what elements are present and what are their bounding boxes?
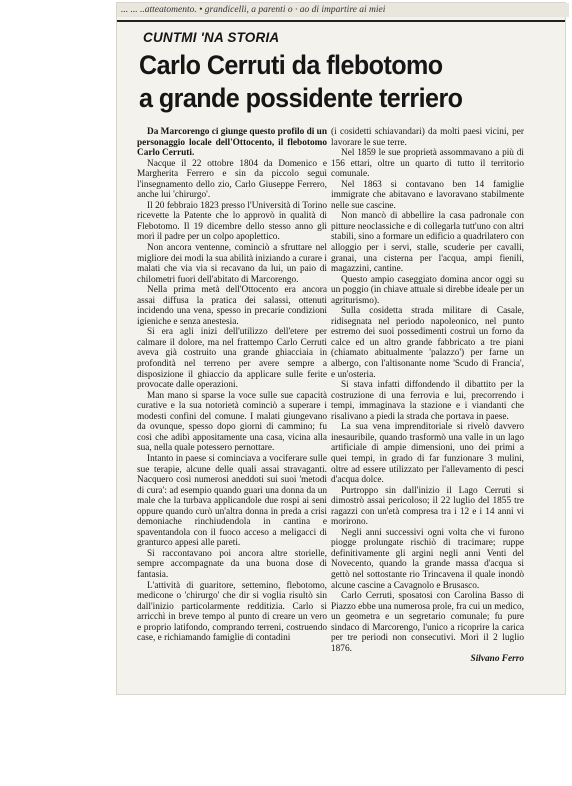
paragraph: L'attività di guaritore, settemino, flebotomo, medicone o 'chirurgo' che dir si voglia risultò sin dall'inizio particolarmente redditizia. Carlo si arricchì in breve tempo al punto di creare un vero e proprio latifondo, comprando terreni, costruendo case, e richiamando famiglie di contadini xyxy=(137,580,327,644)
paragraph: Nel 1863 si contavano ben 14 famiglie immigrate che abitavano e lavoravano stabilmente nelle sue cascine. xyxy=(331,179,524,211)
paragraph: Intanto in paese si cominciava a vociferare sulle sue terapie, alcune delle quali assai stravaganti. Nacquero così numerosi aneddoti sui suoi 'metodi di cura': ad esempio quando guarì una donna da un male che la turbava applicandole due rospi ai seni oppure quando curò un'altra donna in preda a crisi demoniache rinchiudendola in cantina e spaventandola con il fuoco acceso a meligacci di granturco appesi alle pareti. xyxy=(137,453,327,549)
paragraph: Nel 1859 le sue proprietà assommavano a più di 156 ettari, oltre un quarto di tutto il territorio comunale. xyxy=(331,148,524,180)
paragraph: Sulla cosidetta strada militare di Casale, ridisegnata nel periodo napoleonico, nel punto estremo dei suoi possedimenti costruì un forno da calce ed un altro grande fabbricato a tre piani (chiamato abitualmente 'palazzo') per farne un albergo, con l'altisonante nome 'Scudo di Francia', e un'osteria. xyxy=(331,306,524,380)
paragraph: La sua vena imprenditoriale si rivelò davvero inesauribile, quando trasformò una valle in un lago artificiale di ampie dimensioni, uno dei primi a quei tempi, in grado di far funzionare 3 mulini, oltre ad essere utilizzato per l'allevamento di pesci d'acqua dolce. xyxy=(331,422,524,486)
paragraph: Questo ampio caseggiato domina ancor oggi su un poggio (in chiave attuale si direbbe ideale per un agriturismo). xyxy=(331,274,524,306)
top-rule xyxy=(117,20,565,22)
headline-line-2: a grande possidente terriero xyxy=(139,83,463,113)
article-column-left xyxy=(137,127,327,644)
article-headline xyxy=(139,49,530,115)
paragraph: Non ancora ventenne, cominciò a sfruttare nel migliore dei modi la sua abilità iniziando a curare i malati che via via si recavano da lui, un paio di chilometri fuori dell'abitato di Marcorengo. xyxy=(137,243,327,285)
section-kicker: CUNTMI 'NA STORIA xyxy=(143,30,280,45)
paragraph: Negli anni successivi ogni volta che vi furono piogge prolungate rischiò di tracimare; ruppe definitivamente gli argini negli anni Venti del Novecento, quando la grande massa d'acqua si gettò nel sottostante rio Trincavena il quale inondò alcune cascine a Cavagnolo e Brusasco. xyxy=(331,527,524,591)
newspaper-clipping xyxy=(117,3,565,694)
paragraph: Purtroppo sin dall'inizio il Lago Cerruti si dimostrò assai pericoloso; il 22 luglio del 1855 tre ragazzi con un'età compresa tra i 12 e i 14 anni vi morirono. xyxy=(331,485,524,528)
paragraph: Si stava infatti diffondendo il dibattito per la costruzione di una ferrovia e lui, precorrendo i tempi, immaginava la stazione e i viandanti che risalivano a piedi la strada che portava in paese. xyxy=(331,380,524,422)
author-signature: Silvano Ferro xyxy=(470,654,524,665)
paragraph: Carlo Cerruti, sposatosi con Carolina Basso di Piazzo ebbe una numerosa prole, fra cui un medico, un geometra e un segretario comunale; fu pure sindaco di Marcorengo, l'unico a ricoprire la carica per tre periodi non consecutivi. Morì il 2 luglio 1876. xyxy=(331,591,524,654)
paragraph: (i cosidetti schiavandari) da molti paesi vicini, per lavorare le sue terre. xyxy=(331,127,524,148)
paragraph: Si era agli inizi dell'utilizzo dell'etere per calmare il dolore, ma nel frattempo Carlo Cerruti aveva già costruito una grande ghiacciaia in profondità nel terreno per avere sempre a disposizione il ghiaccio da applicare sulle ferite provocate dalle operazioni. xyxy=(137,327,327,391)
paragraph: Il 20 febbraio 1823 presso l'Università di Torino ricevette la Patente che lo approvò in qualità di Flebotomo. Il 19 dicembre dello stesso anno gli morì il padre per un colpo apoplettico. xyxy=(137,200,327,243)
article-column-right xyxy=(331,127,524,665)
paragraph: Man mano si sparse la voce sulle sue capacità curative e la sua notorietà cominciò a superare i modesti confini del comune. I malati giungevano da ovunque, spesso dopo giorni di cammino; fu così che adibì appositamente una casa, vicina alla sua, nella quale potessero pernottare. xyxy=(137,390,327,454)
article-lead: Da Marcorengo ci giunge questo profilo di un personaggio locale dell'Ottocento, il flebotomo Carlo Cerruti. xyxy=(137,127,328,159)
paragraph: Non mancò di abbellire la casa padronale con pitture neoclassiche e di collegarla tutt'uno con altri stabili, sino a formare un edificio a quadrilatero con alloggio per i servi, stalle, scuderie per cavalli, granai, una cisterna per l'acqua, ampi fienili, magazzini, cantine. xyxy=(331,211,524,275)
paragraph: Nacque il 22 ottobre 1804 da Domenico e Margherita Ferrero e sin da piccolo seguì l'insegnamento dello zio, Carlo Giuseppe Ferrero, anche lui 'chirurgo'. xyxy=(137,158,327,201)
previous-article-strip: ... ... ..atteatomento. • grandicelli, a parenti o · ao di impartire ai miei xyxy=(117,3,569,17)
paragraph: Nella prima metà dell'Ottocento era ancora assai diffusa la pratica dei salassi, ottenuti incidendo una vena, spesso in precarie condizioni igieniche e senza anestesia. xyxy=(137,285,327,327)
headline-line-1: Carlo Cerruti da flebotomo xyxy=(139,50,443,80)
paragraph: Si raccontavano poi ancora altre storielle, sempre accompagnate da una buona dose di fantasia. xyxy=(137,548,327,580)
